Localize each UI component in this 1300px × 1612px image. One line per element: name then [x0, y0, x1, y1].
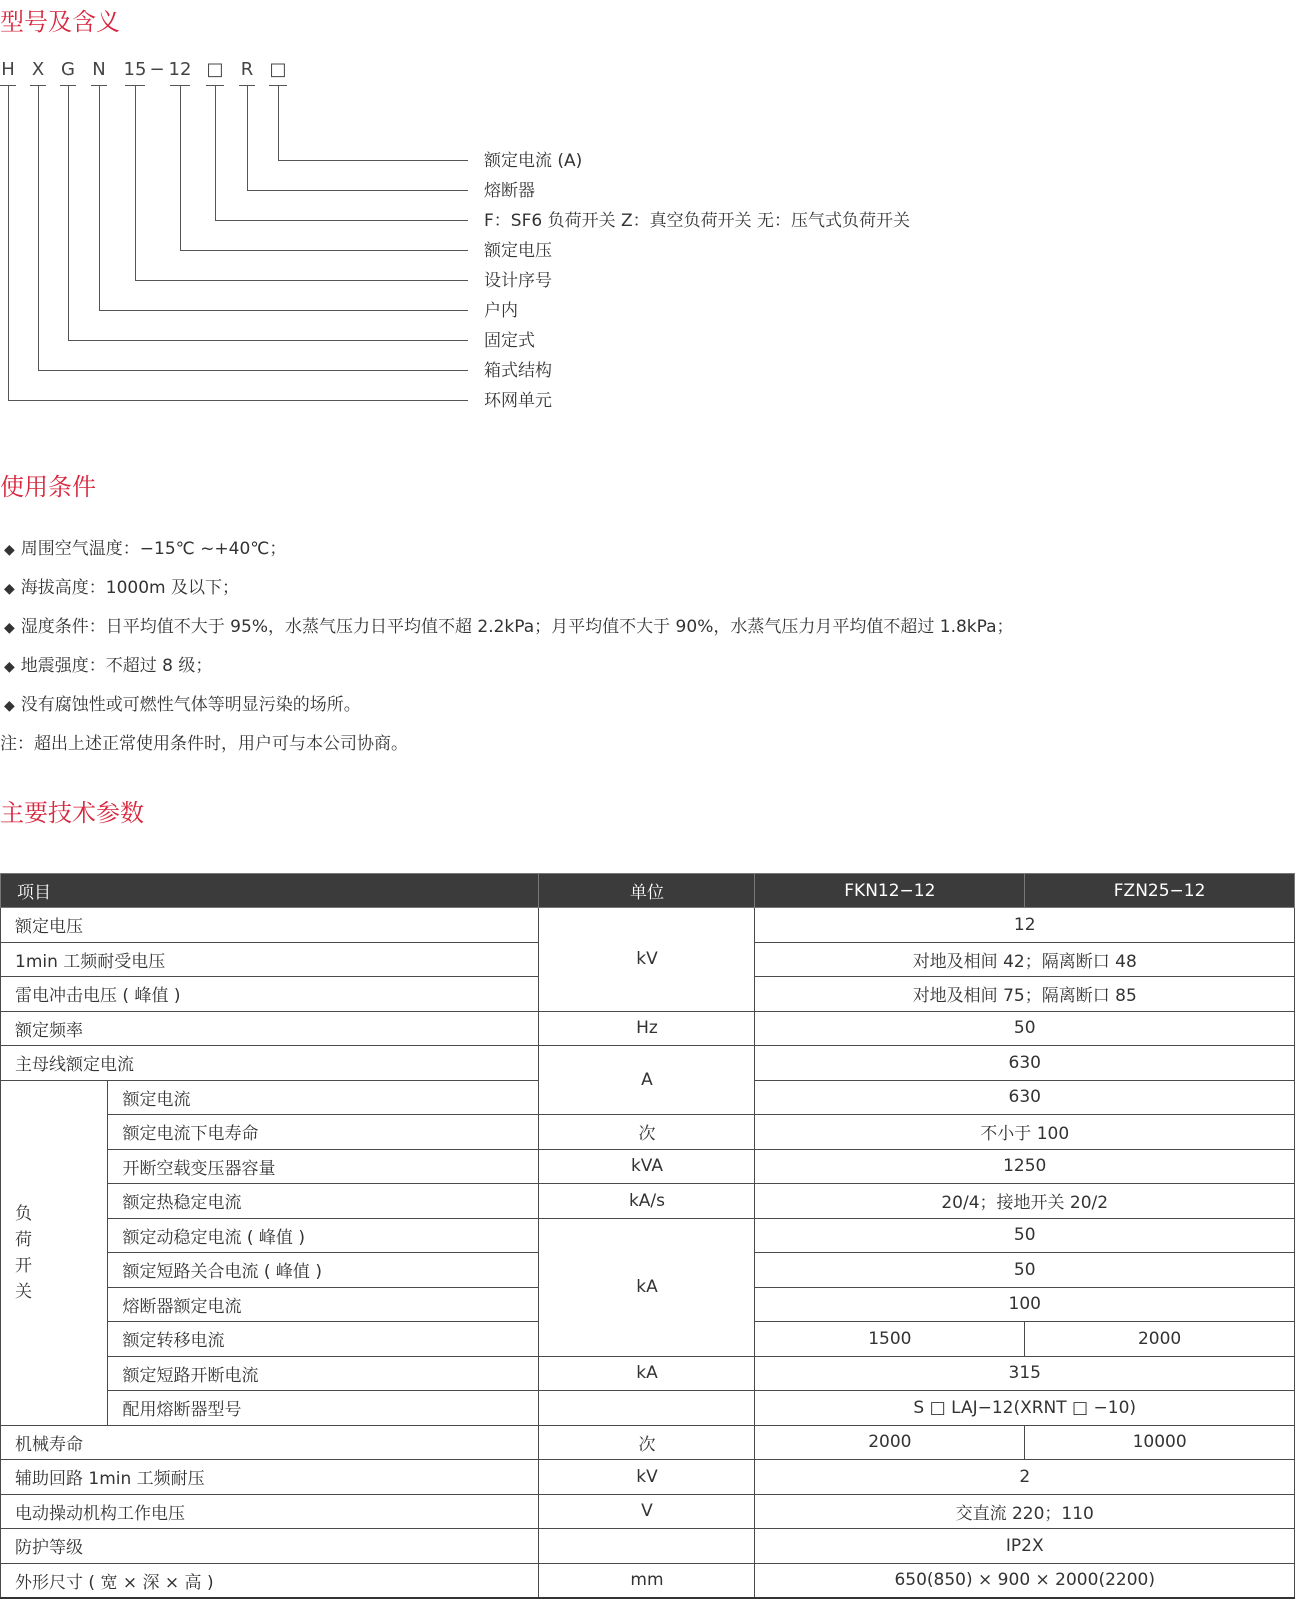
param-value-fzn: 2000 — [1025, 1322, 1295, 1357]
code-char-15: 15 — [123, 59, 147, 80]
leader-h-12 — [180, 250, 468, 251]
meaning-fuse: 熔断器 — [484, 181, 535, 201]
code-char-g: G — [61, 59, 75, 80]
leader-h-15 — [135, 280, 468, 281]
param-name: 防护等级 — [1, 1529, 539, 1564]
condition-text: 没有腐蚀性或可燃性气体等明显污染的场所。 — [20, 695, 361, 715]
meaning-box-structure: 箱式结构 — [484, 361, 552, 381]
condition-note: 注：超出上述正常使用条件时，用户可与本公司协商。 — [0, 734, 408, 754]
param-name: 额定短路开断电流 — [108, 1356, 539, 1391]
param-value-fzn: 10000 — [1025, 1425, 1295, 1460]
leader-v-h — [8, 85, 9, 400]
param-unit: kA/s — [539, 1184, 755, 1219]
group-label-char: 开 — [15, 1255, 32, 1276]
param-unit: kV — [539, 908, 755, 1012]
param-name: 开断空载变压器容量 — [108, 1149, 539, 1184]
param-name: 额定频率 — [1, 1011, 539, 1046]
condition-text: 海拔高度：1000m 及以下； — [20, 578, 240, 598]
leader-v-box2 — [278, 85, 279, 160]
group-label-char: 关 — [15, 1281, 32, 1302]
header-unit: 单位 — [539, 874, 755, 908]
diamond-bullet-icon: ◆ — [4, 542, 15, 558]
param-value: 不小于 100 — [755, 1115, 1295, 1150]
condition-item — [0, 686, 1300, 725]
param-name: 外形尺寸 ( 宽 × 深 × 高 ) — [1, 1563, 539, 1598]
param-name: 额定电流下电寿命 — [108, 1115, 539, 1150]
spec-table — [0, 873, 1295, 1599]
leader-v-n — [99, 85, 100, 310]
param-value: 50 — [755, 1218, 1295, 1253]
diamond-bullet-icon: ◆ — [4, 581, 15, 597]
table-row — [1, 1529, 1295, 1564]
leader-h-x — [38, 370, 468, 371]
table-row — [1, 1011, 1295, 1046]
param-value: 50 — [755, 1011, 1295, 1046]
code-char-box1: □ — [206, 59, 224, 80]
param-unit: 次 — [539, 1115, 755, 1150]
leader-v-box1 — [215, 85, 216, 220]
param-name: 额定电压 — [1, 908, 539, 943]
param-name: 额定热稳定电流 — [108, 1184, 539, 1219]
group-label-char: 负 — [15, 1203, 32, 1224]
meaning-ring-main-unit: 环网单元 — [484, 391, 552, 411]
condition-item — [0, 569, 1300, 608]
param-unit: kV — [539, 1460, 755, 1495]
meaning-indoor: 户内 — [484, 301, 518, 321]
model-code-diagram — [0, 55, 1000, 425]
param-unit: 次 — [539, 1425, 755, 1460]
code-char-12: 12 — [168, 59, 192, 80]
param-unit: Hz — [539, 1011, 755, 1046]
param-value: S □ LAJ−12(XRNT □ −10) — [755, 1391, 1295, 1426]
param-name: 主母线额定电流 — [1, 1046, 539, 1081]
param-value: 交直流 220；110 — [755, 1494, 1295, 1529]
param-name: 额定动稳定电流 ( 峰值 ) — [108, 1218, 539, 1253]
param-name: 1min 工频耐受电压 — [1, 942, 539, 977]
param-name: 额定转移电流 — [108, 1322, 539, 1357]
param-value: 100 — [755, 1287, 1295, 1322]
code-char-dash: − — [149, 59, 165, 80]
leader-v-r — [247, 85, 248, 190]
table-row — [1, 1460, 1295, 1495]
param-unit: kVA — [539, 1149, 755, 1184]
table-row — [1, 908, 1295, 943]
table-row — [1, 1218, 1295, 1253]
code-char-n: N — [92, 59, 106, 80]
condition-text: 地震强度：不超过 8 级； — [20, 656, 213, 676]
leader-h-box2 — [278, 160, 468, 161]
meaning-fixed: 固定式 — [484, 331, 535, 351]
group-label-char: 荷 — [15, 1229, 32, 1250]
table-row — [1, 1356, 1295, 1391]
param-unit: A — [539, 1046, 755, 1115]
param-name: 熔断器额定电流 — [108, 1287, 539, 1322]
table-row — [1, 1425, 1295, 1460]
param-value: 630 — [755, 1046, 1295, 1081]
param-unit: mm — [539, 1563, 755, 1598]
condition-item — [0, 530, 1300, 569]
header-item: 项目 — [1, 874, 539, 908]
header-fzn: FZN25−12 — [1025, 874, 1295, 908]
leader-v-15 — [135, 85, 136, 280]
leader-v-x — [38, 85, 39, 370]
table-header-row — [1, 874, 1295, 908]
table-row — [1, 1563, 1295, 1598]
meaning-rated-voltage: 额定电压 — [484, 241, 552, 261]
param-unit: kA — [539, 1356, 755, 1391]
condition-text: 周围空气温度：−15℃ ~+40℃； — [20, 539, 287, 559]
param-unit: kA — [539, 1218, 755, 1356]
condition-text: 湿度条件：日平均值不大于 95%，水蒸气压力日平均值不超 2.2kPa；月平均值不大于 90%，水蒸气压力月平均值不超过 1.8kPa； — [20, 617, 1014, 637]
meaning-rated-current: 额定电流 (A) — [484, 151, 583, 171]
param-unit — [539, 1529, 755, 1564]
section-title-params: 主要技术参数 — [0, 799, 144, 827]
leader-h-r — [247, 190, 468, 191]
param-value: IP2X — [755, 1529, 1295, 1564]
param-name: 辅助回路 1min 工频耐压 — [1, 1460, 539, 1495]
conditions-list — [0, 530, 1300, 764]
param-value: 630 — [755, 1080, 1295, 1115]
condition-item — [0, 647, 1300, 686]
leader-h-g — [68, 340, 468, 341]
meaning-switch-type: F：SF6 负荷开关 Z：真空负荷开关 无：压气式负荷开关 — [484, 211, 911, 231]
param-value: 20/4；接地开关 20/2 — [755, 1184, 1295, 1219]
code-char-r: R — [240, 59, 254, 80]
param-value: 2 — [755, 1460, 1295, 1495]
code-char-x: X — [31, 59, 45, 80]
leader-v-12 — [180, 85, 181, 250]
table-row — [1, 1115, 1295, 1150]
code-char-h: H — [1, 59, 15, 80]
table-row — [1, 1046, 1295, 1081]
param-value: 315 — [755, 1356, 1295, 1391]
table-row — [1, 1184, 1295, 1219]
diamond-bullet-icon: ◆ — [4, 620, 15, 636]
diamond-bullet-icon: ◆ — [4, 659, 15, 675]
param-value: 50 — [755, 1253, 1295, 1288]
section-title-conditions: 使用条件 — [0, 473, 96, 501]
code-char-box2: □ — [269, 59, 287, 80]
leader-h-h — [8, 400, 468, 401]
leader-h-box1 — [215, 220, 468, 221]
param-value: 12 — [755, 908, 1295, 943]
param-value-fkn: 2000 — [755, 1425, 1025, 1460]
param-value-fkn: 1500 — [755, 1322, 1025, 1357]
diamond-bullet-icon: ◆ — [4, 698, 15, 714]
param-value: 650(850) × 900 × 2000(2200) — [755, 1563, 1295, 1598]
param-unit — [539, 1391, 755, 1426]
leader-h-n — [99, 310, 468, 311]
table-row — [1, 1391, 1295, 1426]
param-name: 额定电流 — [108, 1080, 539, 1115]
param-unit: V — [539, 1494, 755, 1529]
param-value: 1250 — [755, 1149, 1295, 1184]
param-name: 额定短路关合电流 ( 峰值 ) — [108, 1253, 539, 1288]
table-row — [1, 1149, 1295, 1184]
table-row — [1, 1494, 1295, 1529]
meaning-design-serial: 设计序号 — [484, 271, 552, 291]
leader-v-g — [68, 85, 69, 340]
param-name: 雷电冲击电压 ( 峰值 ) — [1, 977, 539, 1012]
load-switch-group-label — [1, 1080, 108, 1425]
param-name: 电动操动机构工作电压 — [1, 1494, 539, 1529]
section-title-model: 型号及含义 — [0, 8, 120, 36]
param-name: 机械寿命 — [1, 1425, 539, 1460]
param-value: 对地及相间 42；隔离断口 48 — [755, 942, 1295, 977]
param-name: 配用熔断器型号 — [108, 1391, 539, 1426]
param-value: 对地及相间 75；隔离断口 85 — [755, 977, 1295, 1012]
condition-item — [0, 608, 1300, 647]
header-fkn: FKN12−12 — [755, 874, 1025, 908]
